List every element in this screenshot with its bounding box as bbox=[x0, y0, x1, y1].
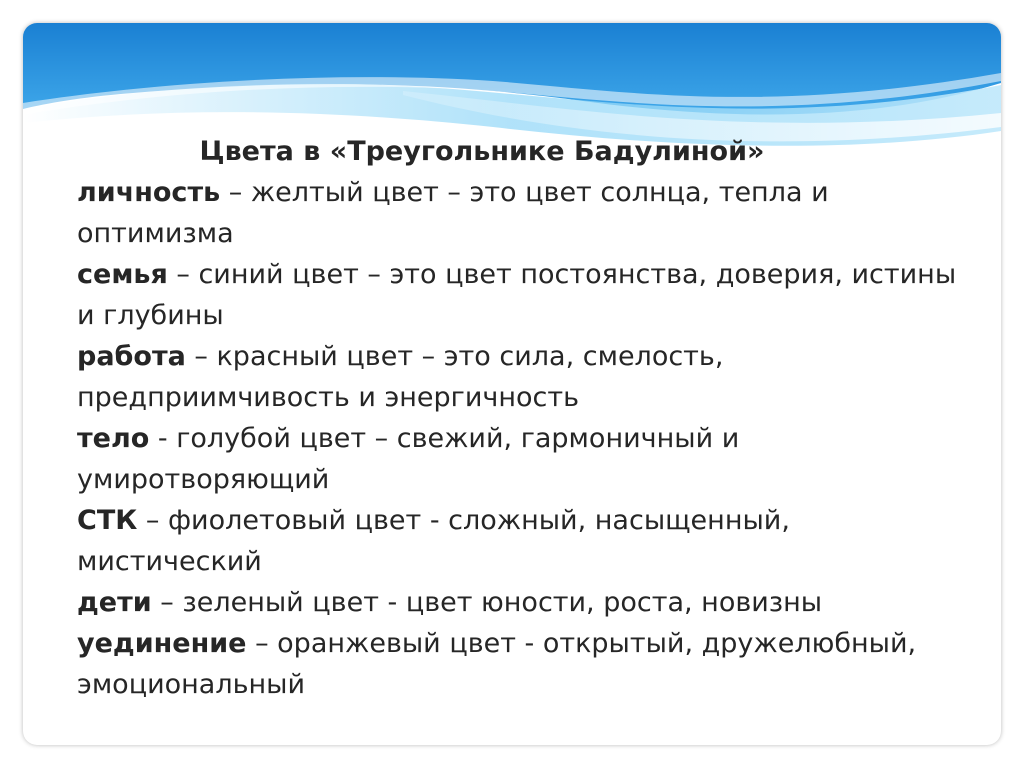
slide bbox=[23, 23, 1001, 745]
entry-term: СТК bbox=[77, 505, 138, 536]
list-item bbox=[77, 623, 957, 705]
list-item bbox=[77, 418, 957, 500]
entry-description: – желтый цвет – это цвет солнца, тепла и оптимизма bbox=[77, 177, 829, 249]
entry-term: дети bbox=[77, 587, 152, 618]
entry-term: тело bbox=[77, 423, 150, 454]
list-item bbox=[77, 172, 957, 254]
slide-title: Цвета в «Треугольнике Бадулиной» bbox=[199, 136, 765, 167]
entry-term: уединение bbox=[77, 628, 247, 659]
entry-term: личность bbox=[77, 177, 221, 208]
entry-description: – фиолетовый цвет - сложный, насыщенный, мистический bbox=[77, 505, 790, 577]
list-item bbox=[77, 336, 957, 418]
list-item bbox=[77, 582, 957, 623]
entry-term: работа bbox=[77, 341, 186, 372]
list-item bbox=[77, 500, 957, 582]
list-item bbox=[77, 254, 957, 336]
slide-content bbox=[77, 131, 957, 705]
entry-description: – синий цвет – это цвет постоянства, доверия, истины и глубины bbox=[77, 259, 957, 331]
entry-description: – зеленый цвет - цвет юности, роста, новизны bbox=[151, 587, 823, 618]
entry-description: – красный цвет – это сила, смелость, предприимчивость и энергичность bbox=[77, 341, 724, 413]
entry-description: – оранжевый цвет - открытый, дружелюбный, эмоциональный bbox=[77, 628, 917, 700]
entry-term: семья bbox=[77, 259, 168, 290]
entry-description: - голубой цвет – свежий, гармоничный и умиротворяющий bbox=[77, 423, 740, 495]
